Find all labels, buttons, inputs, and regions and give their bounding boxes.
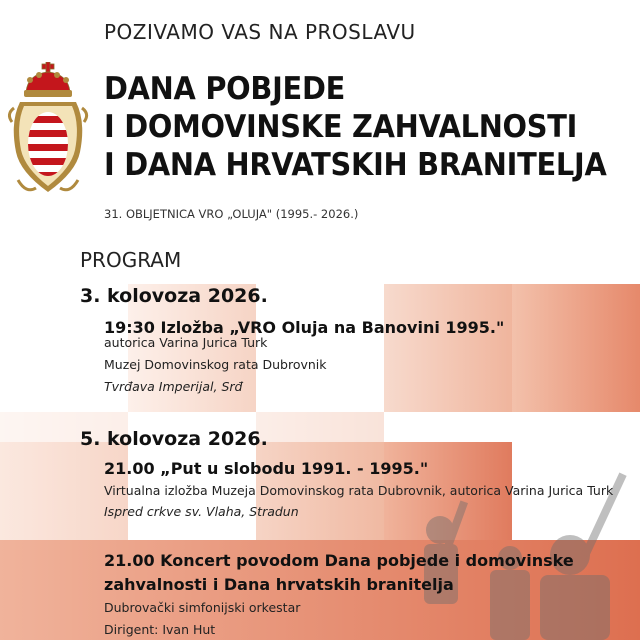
program-heading: PROGRAM — [80, 248, 182, 272]
page-title — [104, 70, 606, 184]
event-detail: Dubrovački simfonijski orkestar — [104, 600, 301, 615]
invitation-line: POZIVAMO VAS NA PROSLAVU — [104, 20, 416, 44]
event-detail: Dirigent: Ivan Hut — [104, 622, 216, 637]
checker-square — [384, 284, 512, 412]
event-title: 21.00 „Put u slobodu 1991. - 1995." — [104, 459, 429, 478]
event-title: 19:30 Izložba „VRO Oluja na Banovini 1995." — [104, 318, 505, 337]
event-detail: Muzej Domovinskog rata Dubrovnik — [104, 357, 327, 372]
event-title: 21.00 Koncert povodom Dana pobjede i domovinske — [104, 551, 574, 570]
program-date: 5. kolovoza 2026. — [80, 428, 268, 450]
event-location: Ispred crkve sv. Vlaha, Stradun — [104, 504, 299, 519]
program-date: 3. kolovoza 2026. — [80, 285, 268, 307]
event-location: Tvrđava Imperijal, Srđ — [104, 379, 243, 394]
checker-square — [512, 284, 640, 412]
title-line: I DANA HRVATSKIH BRANITELJA — [104, 147, 607, 183]
title-line: DANA POBJEDE — [104, 71, 346, 107]
event-title: zahvalnosti i Dana hrvatskih branitelja — [104, 575, 454, 594]
event-detail: Virtualna izložba Muzeja Domovinskog rata Dubrovnik, autorica Varina Jurica Turk — [104, 483, 614, 498]
anniversary-subtitle: 31. OBLJETNICA VRO „OLUJA" (1995.- 2026.) — [104, 207, 359, 221]
event-detail: autorica Varina Jurica Turk — [104, 335, 268, 350]
dubrovnik-coat-of-arms-logo — [6, 62, 90, 202]
title-line: I DOMOVINSKE ZAHVALNOSTI — [104, 109, 578, 145]
